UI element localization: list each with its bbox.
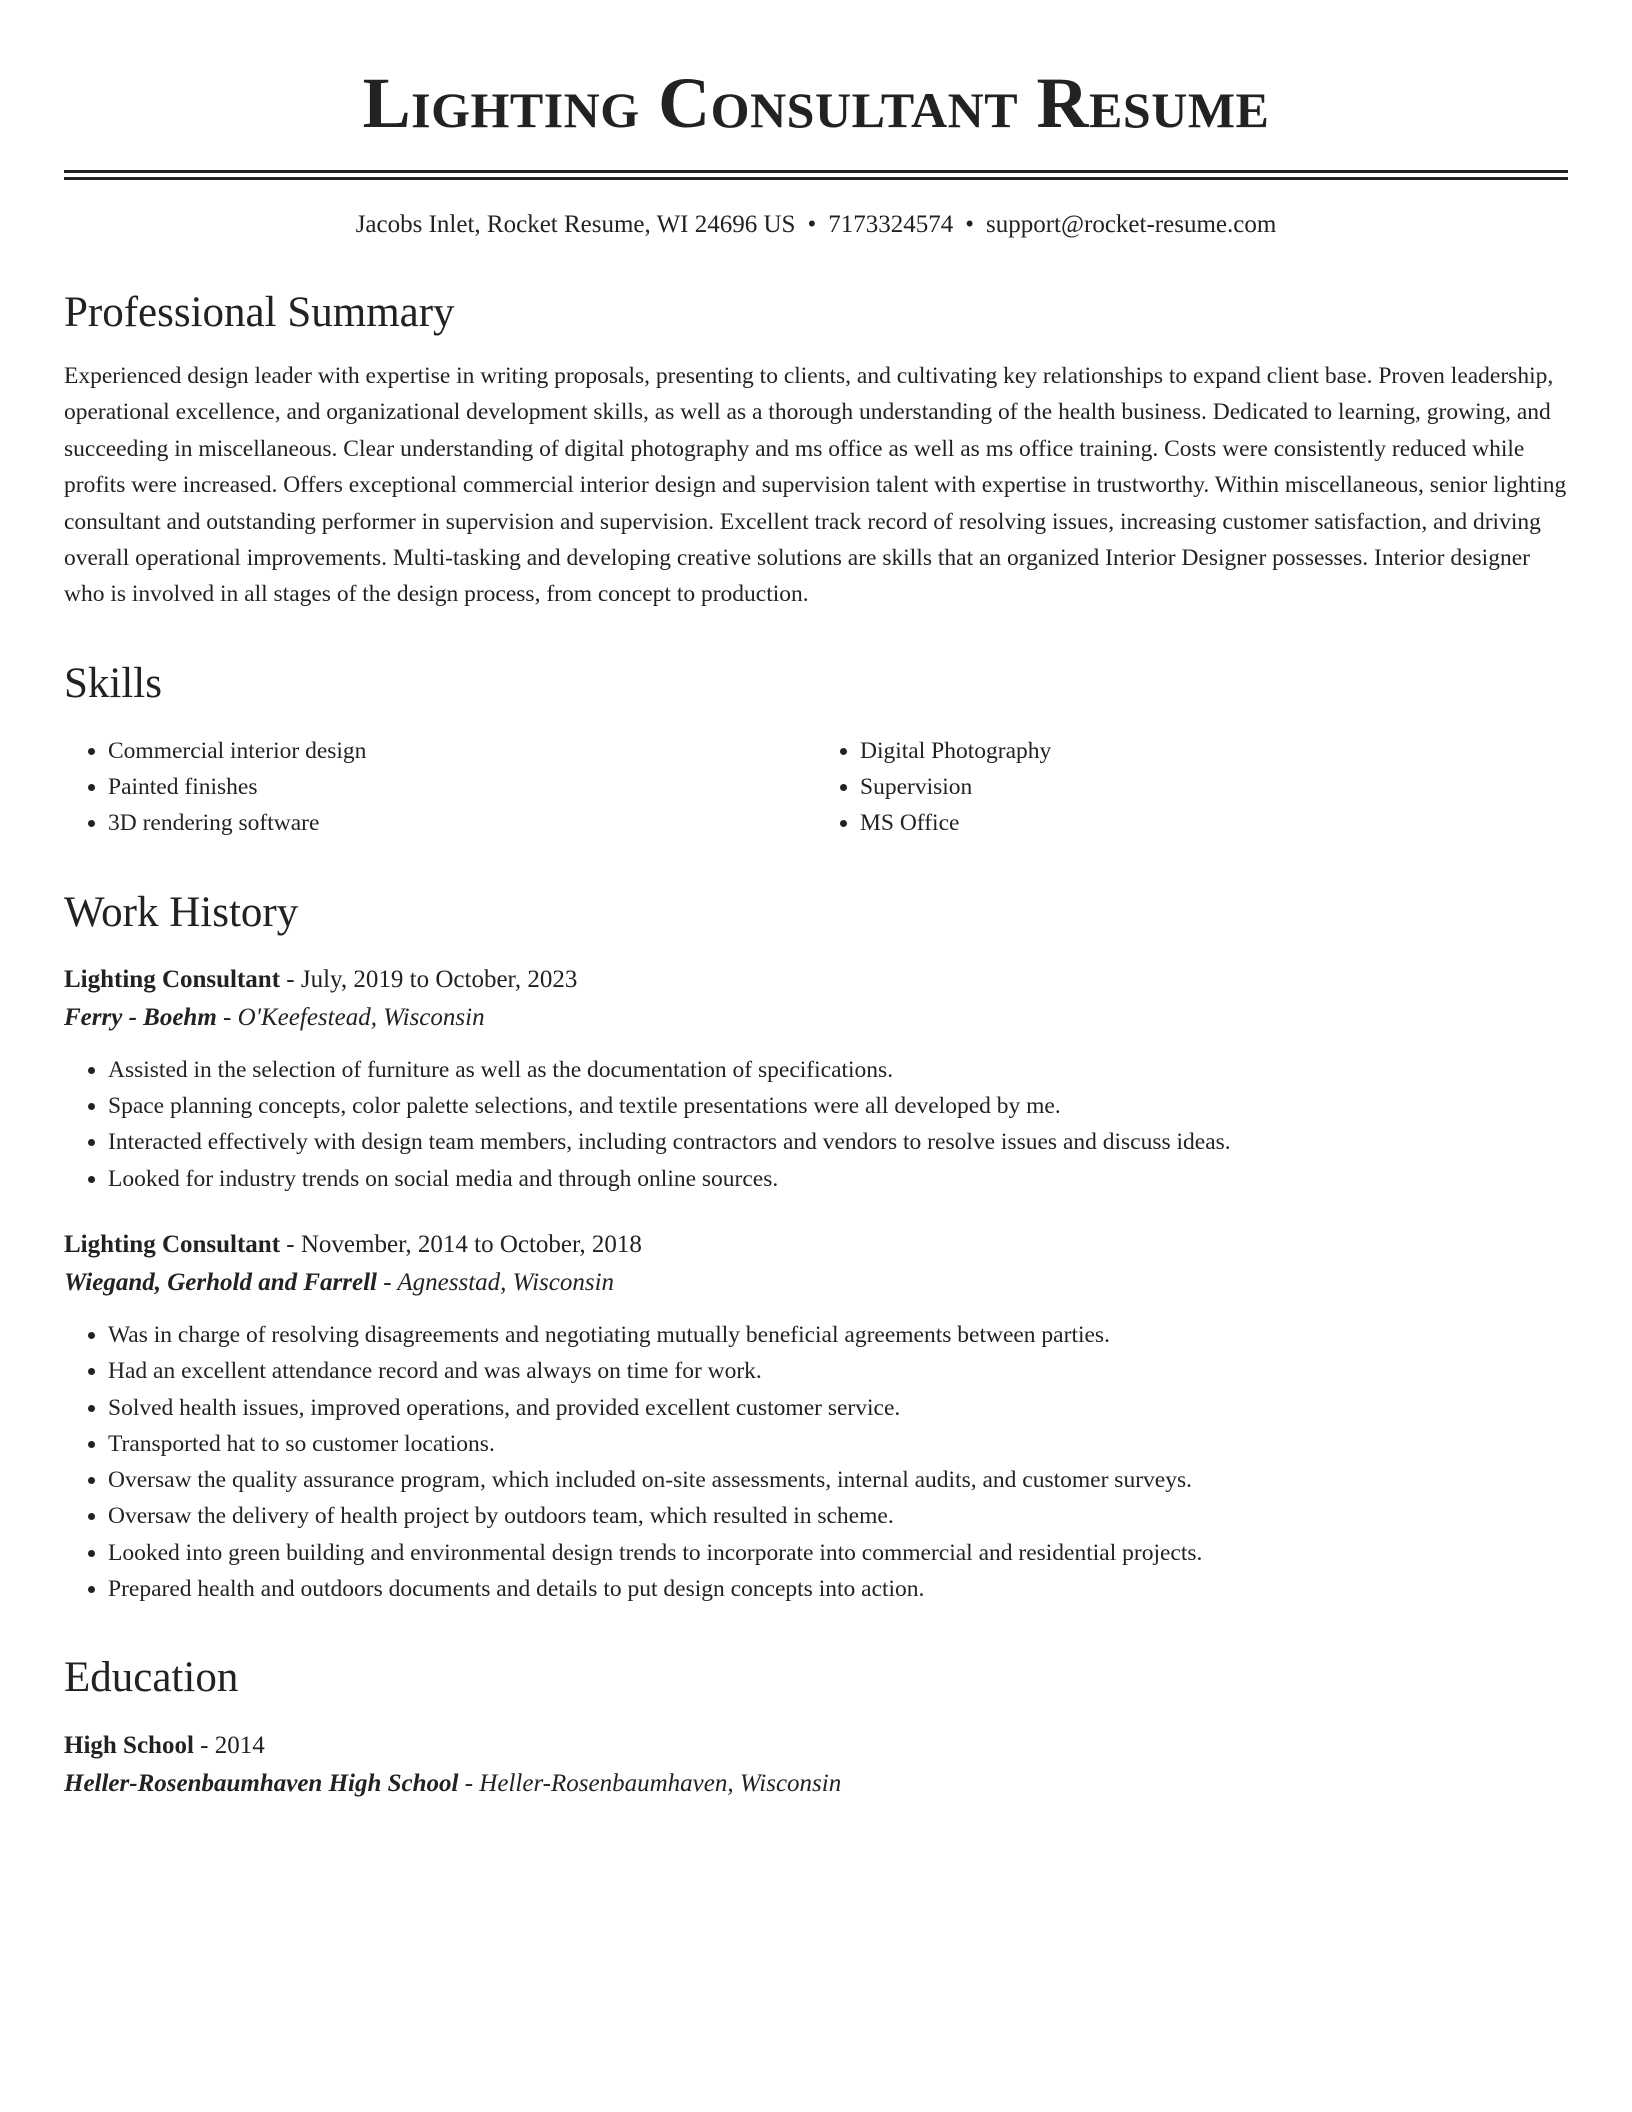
job-bullet: • Oversaw the delivery of health project by outdoors team, which resulted in scheme. <box>108 1498 1568 1534</box>
job-bullet: • Had an excellent attendance record and was always on time for work. <box>108 1353 1568 1389</box>
education-school-line <box>64 1765 1568 1803</box>
education-section <box>64 1653 1568 1803</box>
job-company-line <box>64 998 1568 1038</box>
contact-phone: 7173324574 <box>828 211 954 238</box>
job-bullet: • Prepared health and outdoors documents and details to put design concepts into action. <box>108 1571 1568 1607</box>
job-bullet: • Looked for industry trends on social media and through online sources. <box>108 1161 1568 1197</box>
job-title: Lighting Consultant <box>64 965 281 993</box>
job-bullets <box>64 1052 1568 1197</box>
job-bullet: • Space planning concepts, color palette selections, and textile presentations were all developed by me. <box>108 1088 1568 1124</box>
work-history-heading: Work History <box>64 888 299 936</box>
contact-separator: • <box>965 211 974 238</box>
contact-separator: • <box>807 211 817 238</box>
work-history-section <box>64 888 1568 1608</box>
skill-item: • Supervision <box>860 769 1568 805</box>
education-school: Heller-Rosenbaumhaven High School <box>64 1770 459 1798</box>
contact-line <box>64 208 1568 242</box>
skill-item: • 3D rendering software <box>108 805 816 841</box>
job-bullet: • Looked into green building and environmental design trends to incorporate into commercial and residential projects. <box>108 1535 1568 1571</box>
skills-list-right <box>816 733 1568 842</box>
skill-item: • Painted finishes <box>108 769 816 805</box>
job-location: - O'Keefestead, Wisconsin <box>216 1003 485 1031</box>
job-bullet: • Assisted in the selection of furniture as well as the documentation of specifications. <box>108 1052 1568 1088</box>
summary-text: Experienced design leader with expertise in writing proposals, presenting to clients, and cultivating key relationships to expand client base. Proven leadership, operational excellence, and organizational development skills, as well as a thorough understanding of the health business. Dedicated to learning, growing, and succeeding in miscellaneous. Clear understanding of digital photography and ms office as well as ms office training. Costs were consistently reduced while profits were increased. Offers exceptional commercial interior design and supervision talent with expertise in trustworthy. Within miscellaneous, senior lighting consultant and outstanding performer in supervision and supervision. Excellent track record of resolving issues, increasing customer satisfaction, and driving overall operational improvements. Multi-tasking and developing creative solutions are skills that an organized Interior Designer possesses. Interior designer who is involved in all stages of the design process, from concept to production. <box>64 363 1567 608</box>
education-degree-line <box>64 1727 1568 1765</box>
resume-title: Lighting Consultant Resume <box>362 63 1270 143</box>
job-entry <box>64 962 1568 1197</box>
title-double-rule <box>64 170 1568 180</box>
contact-address: Jacobs Inlet, Rocket Resume, WI 24696 US <box>355 211 796 238</box>
job-bullet: • Solved health issues, improved operations, and provided excellent customer service. <box>108 1390 1568 1426</box>
job-title-line <box>64 962 1568 998</box>
job-bullets <box>64 1317 1568 1607</box>
job-location: - Agnesstad, Wisconsin <box>377 1268 615 1296</box>
job-title-line <box>64 1227 1568 1263</box>
skills-list-left <box>64 733 816 842</box>
job-company-line <box>64 1263 1568 1303</box>
job-bullet: • Oversaw the quality assurance program, which included on-site assessments, internal audits, and customer surveys. <box>108 1462 1568 1498</box>
skill-item: • Commercial interior design <box>108 733 816 769</box>
skills-heading: Skills <box>64 659 162 707</box>
skills-columns <box>64 733 1568 842</box>
skill-item: • Digital Photography <box>860 733 1568 769</box>
skills-section <box>64 659 1568 842</box>
job-entry <box>64 1227 1568 1607</box>
job-bullet: • Transported hat to so customer locations. <box>108 1426 1568 1462</box>
job-title: Lighting Consultant <box>64 1230 281 1258</box>
education-year: - 2014 <box>193 1732 265 1760</box>
job-dates: - November, 2014 to October, 2018 <box>280 1230 642 1258</box>
education-degree: High School <box>64 1732 194 1760</box>
education-location: - Heller-Rosenbaumhaven, Wisconsin <box>458 1770 842 1798</box>
job-company: Ferry - Boehm <box>64 1003 217 1031</box>
job-bullet: • Was in charge of resolving disagreements and negotiating mutually beneficial agreements between parties. <box>108 1317 1568 1353</box>
summary-heading: Professional Summary <box>64 289 455 336</box>
job-dates: - July, 2019 to October, 2023 <box>280 965 578 993</box>
job-bullet: • Interacted effectively with design team members, including contractors and vendors to resolve issues and discuss ideas. <box>108 1124 1568 1160</box>
summary-section <box>64 288 1568 613</box>
job-company: Wiegand, Gerhold and Farrell <box>64 1268 378 1296</box>
contact-email: support@rocket-resume.com <box>985 211 1277 238</box>
education-heading: Education <box>64 1654 239 1702</box>
skill-item: • MS Office <box>860 805 1568 841</box>
